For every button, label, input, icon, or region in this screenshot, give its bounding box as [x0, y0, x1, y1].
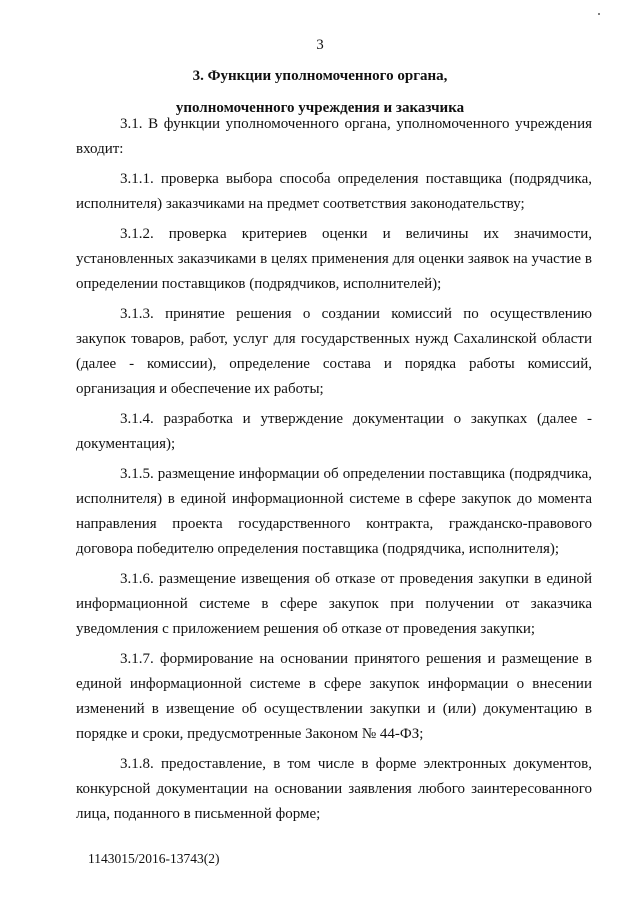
section-heading-line-1: 3. Функции уполномоченного органа, [192, 68, 448, 84]
section-heading-line-2: уполномоченного учреждения и заказчика [175, 100, 465, 116]
section-body [76, 112, 592, 832]
paragraph-3-1-6: 3.1.6. размещение извещения об отказе от проведения закупки в единой информационной системе в сфере закупок при получении от заказчика уведомления с приложением решения об отказе от проведения закупки; [76, 571, 592, 637]
paragraph-3-1-3: 3.1.3. принятие решения о создании комиссий по осуществлению закупок товаров, работ, услуг для государственных нужд Сахалинской области (далее - комиссии), определение состава и порядка работы комиссий, организация и обеспечение их работы; [76, 306, 592, 397]
paragraph-3-1-4: 3.1.4. разработка и утверждение документации о закупках (далее - документация); [76, 411, 592, 452]
paragraph-3-1-1: 3.1.1. проверка выбора способа определения поставщика (подрядчика, исполнителя) заказчиками на предмет соответствия законодательству; [76, 171, 592, 212]
scan-speck [598, 13, 600, 15]
document-footer-code: 1143015/2016-13743(2) [88, 851, 220, 866]
paragraph-3-1-7: 3.1.7. формирование на основании принятого решения и размещение в единой информационной системе в сфере закупок информации о внесении изменений в извещение об осуществлении закупки и (или) документацию в порядке и сроки, предусмотренные Законом № 44-ФЗ; [76, 651, 592, 742]
paragraph-3-1-5: 3.1.5. размещение информации об определении поставщика (подрядчика, исполнителя) в единой информационной системе в сфере закупок до момента направления проекта государственного контракта, гражданско-правового договора победителю определения поставщика (подрядчика, исполнителя); [76, 466, 592, 557]
paragraph-3-1-8: 3.1.8. предоставление, в том числе в форме электронных документов, конкурсной документации на основании заявления любого заинтересованного лица, поданного в письменной форме; [76, 756, 592, 822]
paragraph-3-1-2: 3.1.2. проверка критериев оценки и величины их значимости, установленных заказчиками в целях применения для оценки заявок на участие в определении поставщиков (подрядчиков, исполнителей); [76, 226, 592, 292]
page-number: 3 [316, 37, 324, 53]
paragraph-3-1: 3.1. В функции уполномоченного органа, уполномоченного учреждения входит: [76, 116, 592, 157]
